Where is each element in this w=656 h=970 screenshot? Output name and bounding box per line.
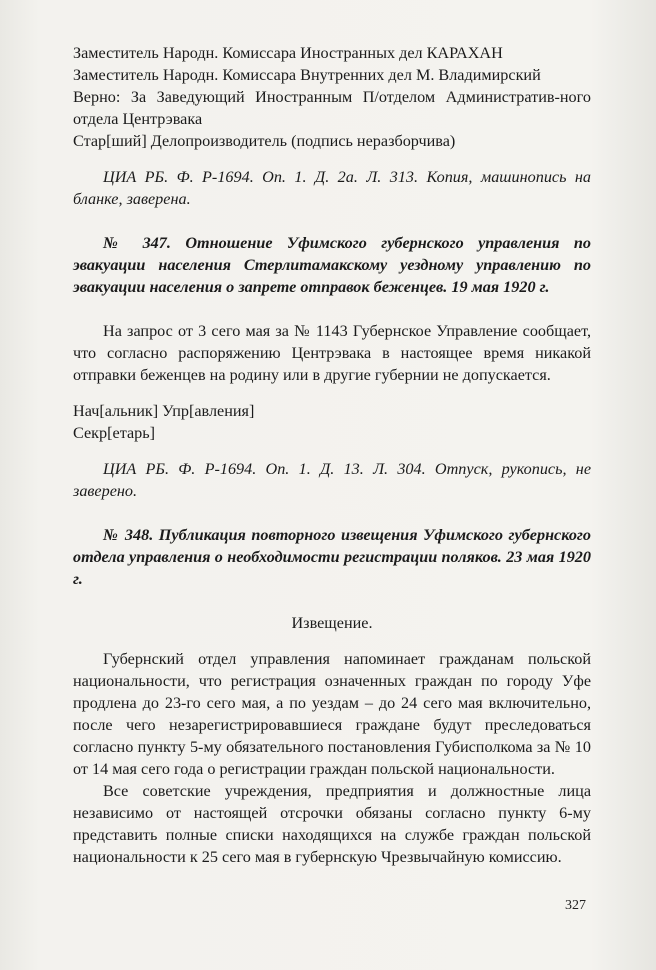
doc-347-signature-2: Секр[етарь]	[73, 424, 156, 442]
doc-347-signature-1: Нач[альник] Упр[авления]	[73, 402, 255, 420]
doc-347-body: На запрос от 3 сего мая за № 1143 Губернское Управление сообщает, что согласно распоряжению Центрэвака в настоящее время никакой отправки беженцев на родину или в другие губернии не допускается.	[73, 322, 591, 384]
doc-348-paragraph-1: Губернский отдел управления напоминает гражданам польской национальности, что регистрация означенных граждан по городу Уфе продлена до 23-го сего мая, а по уездам – до 24 сего мая включительно, после чего незарегистрировавшиеся граждане будут преследоваться согласно пункту 5-му обязательного постановления Губисполкома за № 10 от 14 мая сего года о регистрации граждан польской национальности.	[73, 650, 591, 778]
archive-source-2: ЦИА РБ. Ф. Р-1694. Оп. 1. Д. 13. Л. 304. Отпуск, рукопись, не заверено.	[73, 460, 591, 500]
header-line-3: Верно: За Заведующий Иностранным П/отделом Административ-ного отдела Центрэвака	[73, 88, 591, 128]
header-line-4: Стар[ший] Делопроизводитель (подпись неразборчива)	[73, 132, 456, 150]
header-line-2: Заместитель Народн. Комиссара Внутренних дел М. Владимирский	[73, 66, 541, 84]
doc-348-heading: Извещение.	[291, 614, 373, 632]
archive-source-1: ЦИА РБ. Ф. Р-1694. Оп. 1. Д. 2а. Л. 313. Копия, машинопись на бланке, заверена.	[73, 168, 591, 208]
header-line-1: Заместитель Народн. Комиссара Иностранных дел КАРАХАН	[73, 44, 503, 62]
page-number: 327	[565, 898, 586, 913]
doc-347-title: № 347. Отношение Уфимского губернского управления по эвакуации населения Стерлитамакскому уездному управлению по эвакуации населения о запрете отправок беженцев. 19 мая 1920 г.	[73, 234, 591, 296]
doc-348-paragraph-2: Все советские учреждения, предприятия и должностные лица независимо от настоящей отсрочки обязаны согласно пункту 6-му представить полные списки находящихся на службе граждан польской национальности к 25 сего мая в губернскую Чрезвычайную комиссию.	[73, 782, 591, 866]
page-content	[73, 42, 591, 868]
doc-348-title: № 348. Публикация повторного извещения Уфимского губернского отдела управления о необходимости регистрации поляков. 23 мая 1920 г.	[73, 526, 591, 588]
